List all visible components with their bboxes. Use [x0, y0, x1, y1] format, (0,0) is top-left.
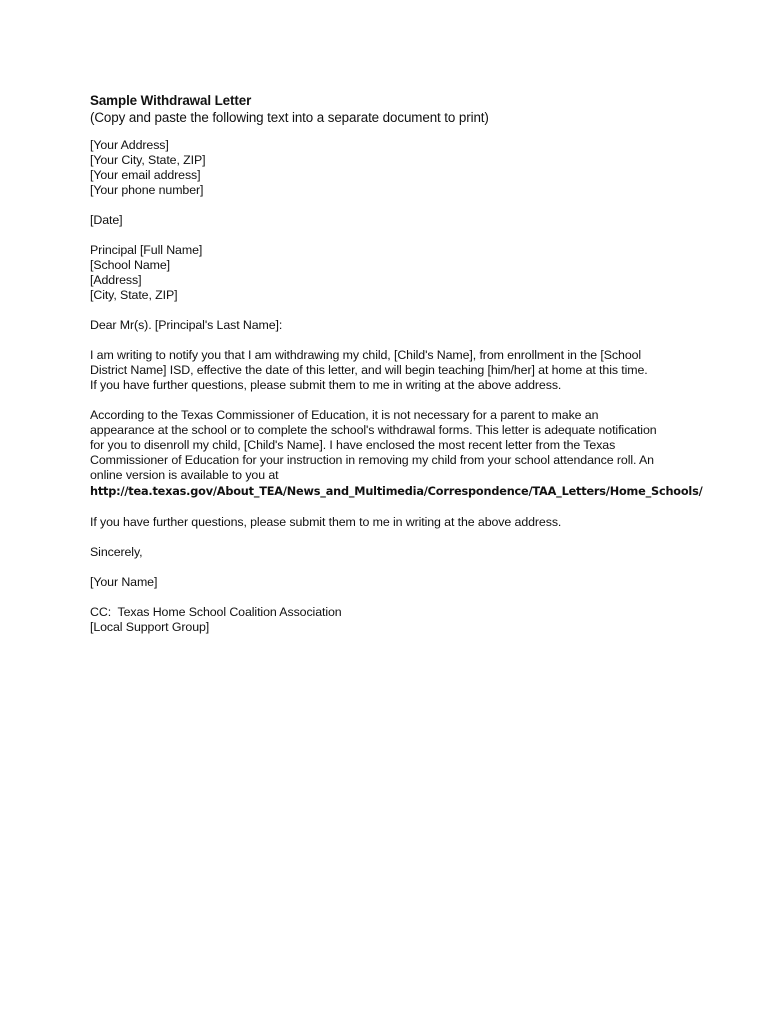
- recipient-school-line: [School Name]: [90, 258, 170, 272]
- closing: Sincerely,: [90, 545, 143, 559]
- paragraph-line: According to the Texas Commissioner of Education, it is not necessary for a parent to make an: [90, 408, 599, 422]
- cc-line: [Local Support Group]: [90, 620, 210, 634]
- document-title: Sample Withdrawal Letter: [90, 93, 252, 108]
- sender-phone-line: [Your phone number]: [90, 183, 204, 197]
- cc-line: CC: Texas Home School Coalition Association: [90, 605, 342, 619]
- recipient-address-line: [Address]: [90, 273, 142, 287]
- salutation: Dear Mr(s). [Principal's Last Name]:: [90, 318, 283, 332]
- recipient-city-line: [City, State, ZIP]: [90, 288, 178, 302]
- date-line: [Date]: [90, 213, 123, 227]
- paragraph-commissioner: [90, 408, 703, 500]
- paragraph-line: for you to disenroll my child, [Child's Name]. I have enclosed the most recent letter from the Texas: [90, 438, 616, 452]
- paragraph-line: online version is available to you at: [90, 468, 279, 482]
- cc-block: [90, 605, 690, 635]
- document-subtitle: (Copy and paste the following text into a separate document to print): [90, 110, 489, 125]
- signature-line: [Your Name]: [90, 575, 158, 589]
- sender-email-line: [Your email address]: [90, 168, 201, 182]
- recipient-name-line: Principal [Full Name]: [90, 243, 203, 257]
- paragraph-withdrawal-notice: [90, 348, 690, 393]
- recipient-address-block: [90, 243, 690, 303]
- paragraph-line: District Name] ISD, effective the date of this letter, and will begin teaching [him/her] at home at this time.: [90, 363, 648, 377]
- sender-address-line: [Your Address]: [90, 138, 169, 152]
- tea-letter-link[interactable]: http://tea.texas.gov/About_TEA/News_and_Multimedia/Correspondence/TAA_Letters/Home_Schools/: [90, 485, 703, 498]
- paragraph-line: Commissioner of Education for your instruction in removing my child from your school attendance roll. An: [90, 453, 654, 467]
- letter-document: [90, 92, 703, 635]
- paragraph-line: appearance at the school or to complete the school's withdrawal forms. This letter is adequate notification: [90, 423, 657, 437]
- paragraph-further-questions: If you have further questions, please submit them to me in writing at the above address.: [90, 515, 562, 529]
- paragraph-line: If you have further questions, please submit them to me in writing at the above address.: [90, 378, 562, 392]
- paragraph-line: I am writing to notify you that I am withdrawing my child, [Child's Name], from enrollment in the [School: [90, 348, 642, 362]
- sender-city-line: [Your City, State, ZIP]: [90, 153, 206, 167]
- sender-address-block: [90, 138, 690, 198]
